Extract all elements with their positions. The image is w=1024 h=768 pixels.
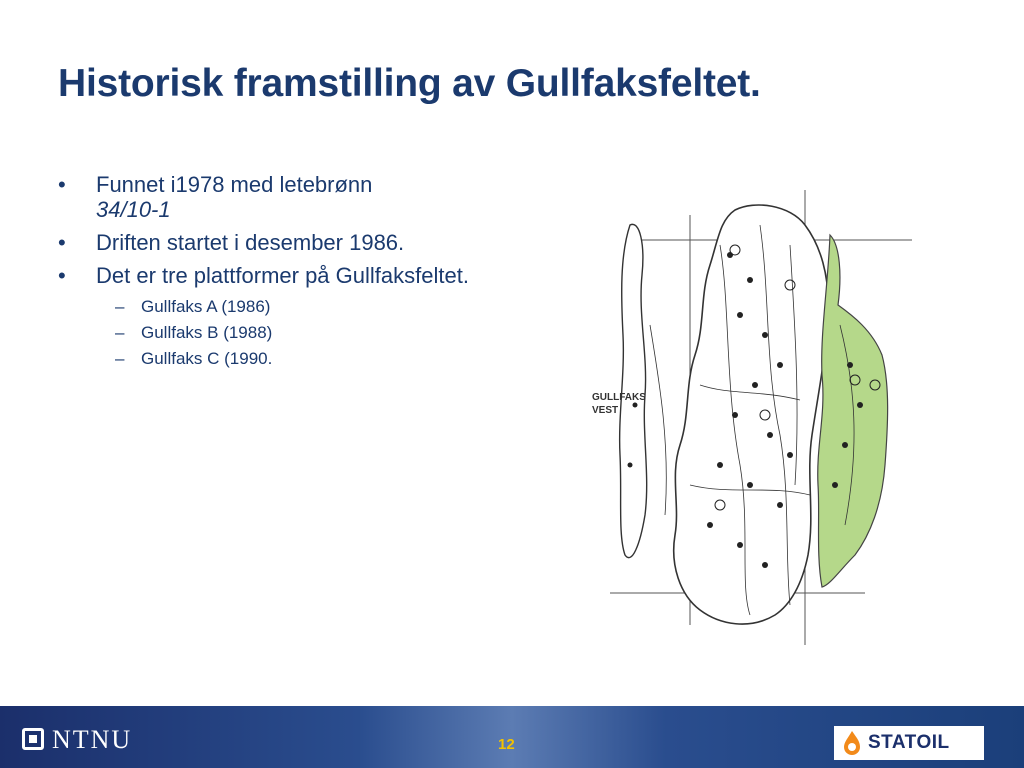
- subbullet-marker: –: [115, 297, 125, 316]
- subbullet-text: Gullfaks C (1990.: [141, 349, 273, 368]
- bullet-text: Funnet i1978 med letebrønn: [96, 172, 373, 197]
- subbullet-text: Gullfaks A (1986): [141, 297, 271, 316]
- map-label-line2: VEST: [592, 405, 619, 416]
- ntnu-logo-text: NTNU: [52, 725, 133, 754]
- well-name: 34/10-1: [96, 197, 171, 222]
- bullet-item: [58, 263, 528, 288]
- subbullet-marker: –: [115, 323, 125, 342]
- bullet-list: [58, 172, 528, 374]
- green-field-area: [818, 235, 888, 587]
- gullfaks-field-map: [590, 185, 920, 650]
- statoil-logo: [834, 726, 984, 760]
- footer-bar: [0, 706, 1024, 768]
- bullet-text: Det er tre plattformer på Gullfaksfeltet.: [96, 263, 469, 288]
- field-outline-west: [620, 224, 647, 557]
- bullet-item: [58, 230, 528, 255]
- field-outline-main: [674, 205, 829, 624]
- ntnu-logo-icon: [22, 728, 44, 750]
- flame-icon: [842, 730, 862, 756]
- bullet-marker: •: [58, 230, 66, 255]
- map-label-line1: GULLFAKS: [592, 392, 646, 403]
- bullet-marker: •: [58, 263, 66, 288]
- page-number: 12: [498, 736, 515, 753]
- subbullet-marker: –: [115, 349, 125, 368]
- subbullet-item: [58, 322, 528, 344]
- slide-title: Historisk framstilling av Gullfaksfeltet.: [58, 62, 761, 105]
- bullet-text: Driften startet i desember 1986.: [96, 230, 405, 255]
- subbullet-text: Gullfaks B (1988): [141, 323, 273, 342]
- subbullet-item: [58, 348, 528, 370]
- bullet-marker: •: [58, 172, 66, 197]
- bullet-item: [58, 172, 528, 222]
- statoil-logo-text: STATOIL: [868, 732, 950, 753]
- subbullet-item: [58, 296, 528, 318]
